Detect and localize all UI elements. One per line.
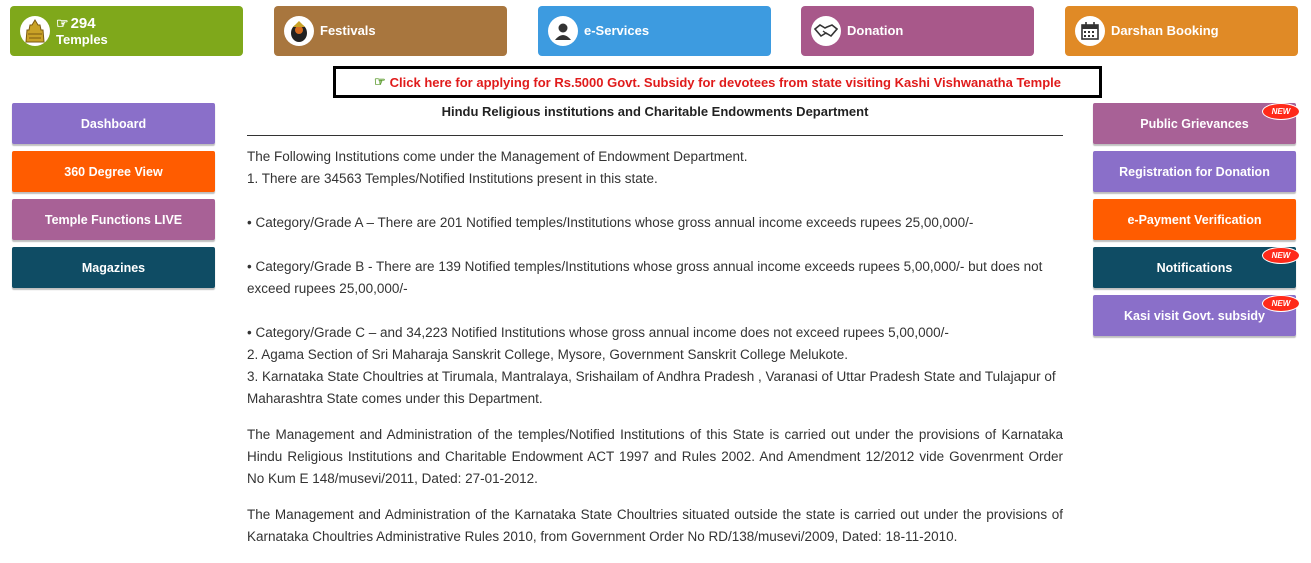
tile-temples[interactable]	[10, 6, 243, 56]
temple-tower-icon	[20, 16, 50, 46]
category-a: • Category/Grade A – There are 201 Notified temples/Institutions whose gross annual income exceeds rupees 25,00,000/-	[247, 215, 974, 230]
page-title: Hindu Religious institutions and Charitable Endowments Department	[441, 104, 869, 119]
tile-festivals[interactable]	[274, 6, 507, 56]
menu-notifications[interactable]	[1093, 247, 1296, 288]
menu-label: e-Payment Verification	[1127, 212, 1262, 227]
tile-label: Darshan Booking	[1111, 23, 1219, 38]
handshake-icon	[811, 16, 841, 46]
menu-temple-functions-live[interactable]	[12, 199, 215, 240]
menu-dashboard[interactable]	[12, 103, 215, 144]
category-c: • Category/Grade C – and 34,223 Notified Institutions whose gross annual income does not exceed rupees 5,00,000/-	[247, 325, 949, 340]
management-paragraph-1: The Management and Administration of the temples/Notified Institutions of this State is carried out under the provisions of Karnataka Hindu Religious Institutions and Charitable Endowment ACT 1997 and Rules 2002. And Amendment 12/2012 vide Govenrment Order No Kum E 148/musevi/2011, Dated: 27-01-2012.	[247, 427, 1063, 486]
thumbs-up-icon: ☞	[56, 14, 69, 31]
menu-magazines[interactable]	[12, 247, 215, 288]
tile-label: Festivals	[320, 23, 376, 38]
menu-registration-for-donation[interactable]	[1093, 151, 1296, 192]
subsidy-banner-link[interactable]	[333, 66, 1102, 98]
management-paragraph-2: The Management and Administration of the Karnataka State Choultries situated outside the state is carried out under the provisions of Karnataka Choultries Administrative Rules 2010, from Government Order No RD/138/musevi/2009, Dated: 18-11-2010.	[247, 507, 1063, 544]
new-badge: NEW	[1262, 247, 1300, 264]
point-1: 1. There are 34563 Temples/Notified Institutions present in this state.	[247, 171, 658, 186]
point-2: 2. Agama Section of Sri Maharaja Sanskrit College, Mysore, Government Sanskrit College Melukote.	[247, 347, 849, 362]
user-icon	[548, 16, 578, 46]
tile-e-services[interactable]	[538, 6, 771, 56]
main-content	[247, 146, 1063, 548]
point-3: 3. Karnataka State Choultries at Tirumala, Mantralaya, Srishailam of Andhra Pradesh , Varanasi of Uttar Pradesh State and Tulajapur of Maharashtra State comes under this Department.	[247, 369, 1056, 406]
temple-count: 294	[70, 14, 96, 32]
menu-label: 360 Degree View	[64, 164, 163, 179]
menu-label: Magazines	[81, 260, 146, 275]
tile-label: Donation	[847, 23, 904, 38]
tile-donation[interactable]	[801, 6, 1034, 56]
new-badge: NEW	[1262, 103, 1300, 120]
tile-label: Temples	[56, 31, 108, 47]
menu-label: Dashboard	[80, 116, 147, 131]
tile-darshan-booking[interactable]	[1065, 6, 1298, 56]
menu-kasi-visit-govt-subsidy[interactable]	[1093, 295, 1296, 336]
menu-360-degree-view[interactable]	[12, 151, 215, 192]
calendar-icon	[1075, 16, 1105, 46]
hand-pointing-icon: ☞	[373, 74, 386, 89]
menu-label: Notifications	[1156, 260, 1233, 275]
menu-label: Public Grievances	[1140, 116, 1249, 131]
new-badge: NEW	[1262, 295, 1300, 312]
tile-label: e-Services	[584, 23, 650, 38]
menu-label: Registration for Donation	[1119, 164, 1270, 179]
menu-label: Kasi visit Govt. subsidy	[1123, 308, 1265, 323]
subsidy-banner-text: Click here for applying for Rs.5000 Govt. Subsidy for devotees from state visiting Kashi Vishwanatha Temple	[389, 74, 1062, 90]
menu-public-grievances[interactable]	[1093, 103, 1296, 144]
title-divider	[247, 135, 1063, 136]
deity-icon	[284, 16, 314, 46]
menu-label: Temple Functions LIVE	[44, 212, 183, 227]
menu-e-payment-verification[interactable]	[1093, 199, 1296, 240]
category-b: • Category/Grade B - There are 139 Notified temples/Institutions whose gross annual income exceeds rupees 5,00,000/- but does not exceed rupees 25,00,000/-	[247, 259, 1043, 296]
intro-text: The Following Institutions come under the Management of Endowment Department.	[247, 149, 748, 164]
